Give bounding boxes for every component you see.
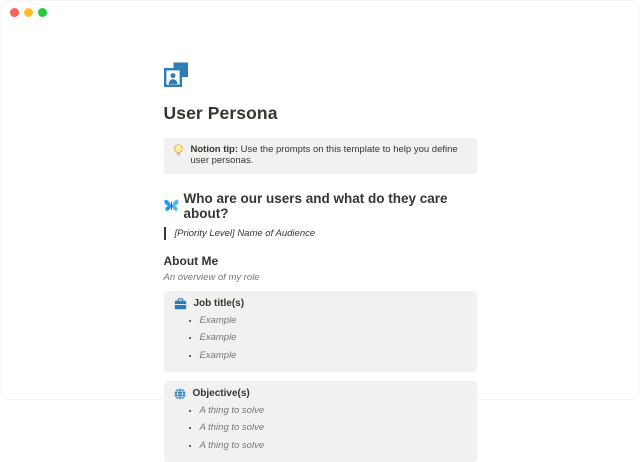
card-title: Objective(s) [192, 388, 250, 400]
butterfly-icon [164, 199, 179, 213]
card-list [200, 315, 467, 362]
list-item[interactable]: • A thing to solve [200, 422, 467, 434]
briefcase-icon [174, 298, 187, 310]
list-item[interactable]: • Example [200, 315, 467, 327]
section-heading-text: Who are our users and what do they care about? [183, 190, 448, 221]
zoom-button[interactable] [38, 8, 47, 17]
list-item[interactable]: • A thing to solve [200, 440, 467, 452]
section-heading[interactable] [164, 191, 477, 221]
minimize-button[interactable] [24, 8, 33, 17]
page-content [164, 0, 477, 462]
objectives-card[interactable] [164, 381, 477, 462]
callout-text [191, 145, 468, 167]
page-title[interactable]: User Persona [163, 103, 278, 123]
about-me-caption[interactable]: An overview of my role [163, 271, 260, 283]
card-title: Job title(s) [193, 298, 245, 310]
about-me-heading[interactable]: About Me [163, 253, 219, 268]
globe-icon [174, 388, 186, 400]
callout-body: Use the prompts on this template to help you define user personas. [190, 144, 458, 166]
portraits-icon[interactable] [164, 62, 189, 87]
close-button[interactable] [10, 8, 19, 17]
card-header [174, 298, 467, 310]
notion-tip-callout[interactable] [164, 138, 477, 174]
job-titles-card[interactable] [164, 291, 477, 372]
light-bulb-icon [173, 144, 184, 157]
card-list [200, 405, 467, 452]
window-controls [10, 8, 47, 17]
list-item[interactable]: • A thing to solve [200, 405, 467, 417]
card-header [174, 388, 467, 400]
list-item[interactable]: • Example [200, 350, 467, 362]
quote-block[interactable]: [Priority Level] Name of Audience [164, 227, 477, 240]
callout-bold-label: Notion tip: [190, 144, 238, 155]
list-item[interactable]: • Example [200, 332, 467, 344]
